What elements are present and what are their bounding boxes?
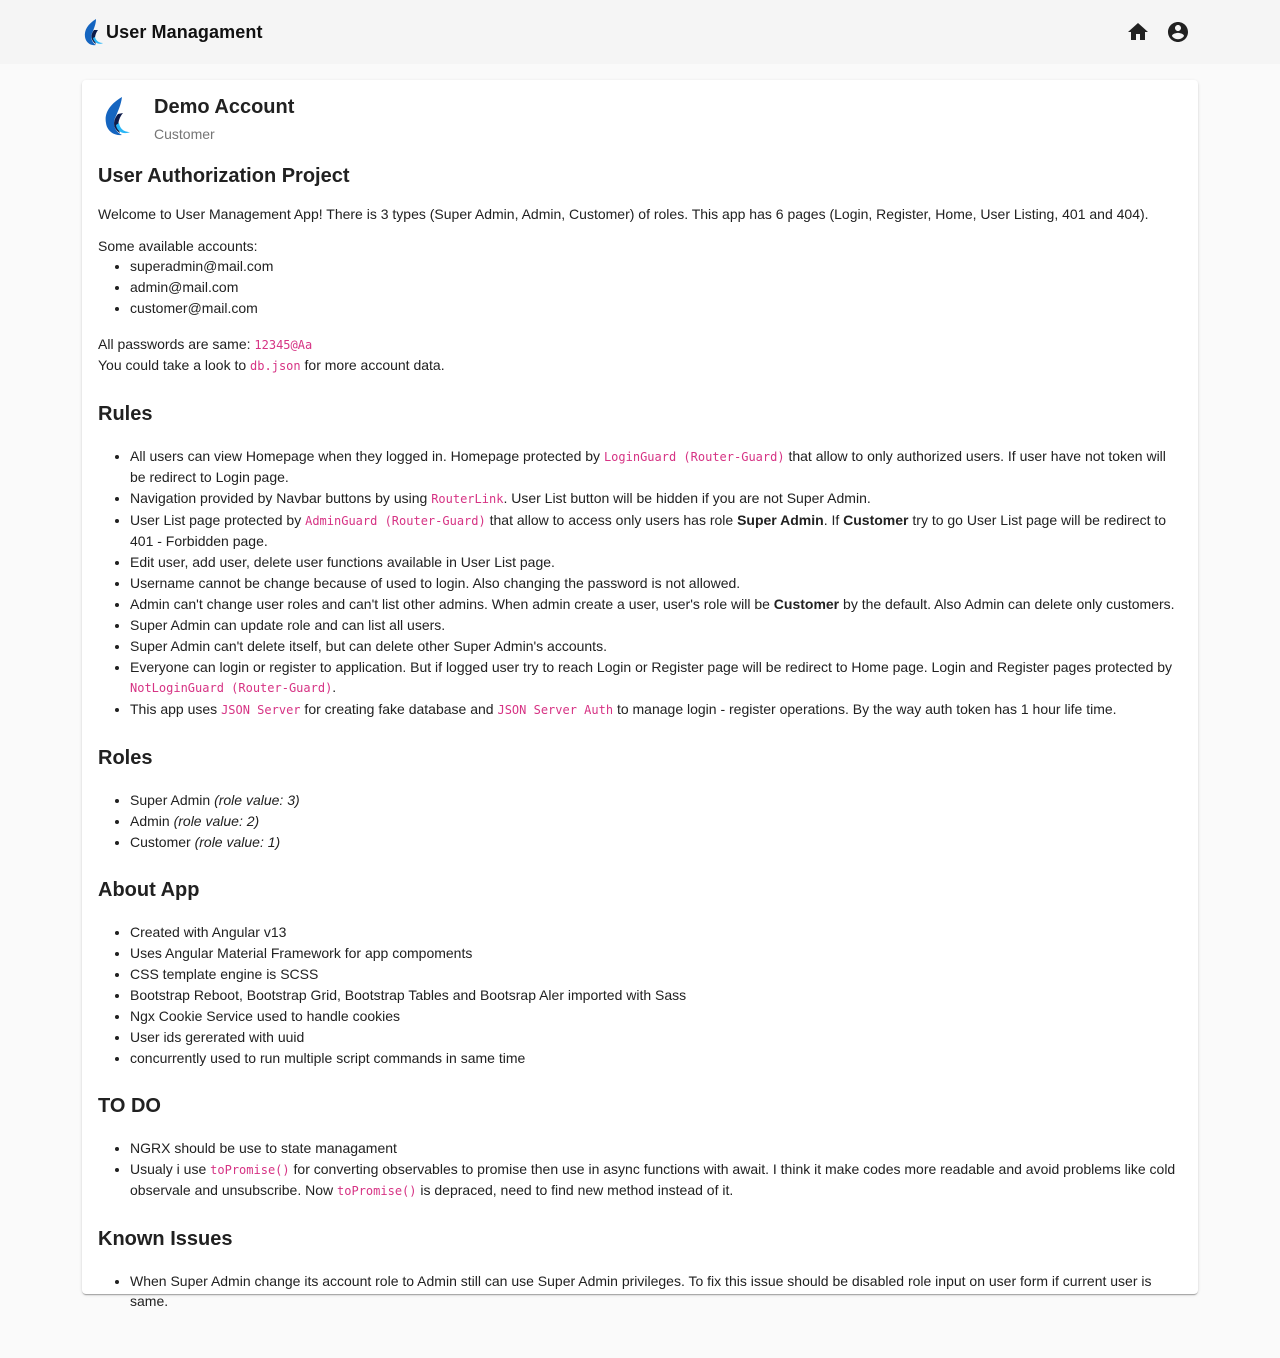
db-json-code: db.json: [250, 359, 301, 373]
roles-list: [98, 790, 1182, 852]
list-item: • This app uses JSON Server for creating fake database and JSON Server Auth to manage login - register operations. By the way auth token has 1 hour life time.: [130, 699, 1182, 720]
list-item: • User ids gererated with uuid: [130, 1027, 1182, 1047]
list-item: • superadmin@mail.com: [130, 256, 1182, 276]
app-logo-icon: [82, 18, 104, 46]
json-server-auth-code: JSON Server Auth: [497, 703, 614, 717]
issues-list: [98, 1271, 1182, 1311]
list-item: • admin@mail.com: [130, 277, 1182, 297]
list-item: • NGRX should be use to state managament: [130, 1138, 1182, 1158]
lookup-line: [98, 355, 1182, 376]
accounts-label: Some available accounts:: [98, 238, 258, 254]
list-item: • Edit user, add user, delete user functions available in User List page.: [130, 552, 1182, 572]
not-login-guard-code: NotLoginGuard (Router-Guard): [130, 681, 333, 695]
list-item: • When Super Admin change its account role to Admin still can use Super Admin privileges. To fix this issue should be disabled role input on user form if current user is same.: [130, 1271, 1182, 1311]
rules-list: [98, 446, 1182, 720]
list-item: • Admin (role value: 2): [130, 811, 1182, 831]
lookup-pre: You could take a look to: [98, 357, 251, 373]
profile-role: Customer: [154, 126, 215, 142]
list-item: • Username cannot be change because of used to login. Also changing the password is not allowed.: [130, 573, 1182, 593]
todo-list: [98, 1138, 1182, 1201]
profile-card: [82, 80, 1198, 1309]
list-item: • customer@mail.com: [130, 298, 1182, 318]
json-server-code: JSON Server: [221, 703, 301, 717]
about-list: [98, 922, 1182, 1068]
card-header: [98, 96, 1182, 156]
avatar: [98, 96, 138, 136]
list-item: • Customer (role value: 1): [130, 832, 1182, 852]
section-title-intro: User Authorization Project: [98, 165, 350, 187]
list-item: • Created with Angular v13: [130, 922, 1182, 942]
home-icon: [1126, 20, 1150, 44]
list-item: • Everyone can login or register to application. But if logged user try to reach Login or Register page will be redirect to Home page. Login and Register pages protected by NotLoginGuard (Router-Guard).: [130, 657, 1182, 698]
account-button[interactable]: [1166, 20, 1190, 44]
profile-name: Demo Account: [154, 96, 295, 118]
top-toolbar: [0, 0, 1280, 64]
section-title-roles: Roles: [98, 747, 153, 769]
list-item: • Ngx Cookie Service used to handle cookies: [130, 1006, 1182, 1026]
login-guard-code: LoginGuard (Router-Guard): [603, 450, 785, 464]
list-item: • Super Admin can't delete itself, but can delete other Super Admin's accounts.: [130, 636, 1182, 656]
card-content: [98, 160, 1182, 1311]
list-item: • concurrently used to run multiple script commands in same time: [130, 1048, 1182, 1068]
home-button[interactable]: [1126, 20, 1150, 44]
to-promise-code: toPromise(): [210, 1163, 290, 1177]
section-title-issues: Known Issues: [98, 1228, 233, 1250]
list-item: • Uses Angular Material Framework for app compoments: [130, 943, 1182, 963]
router-link-code: RouterLink: [431, 492, 504, 506]
list-item: • Super Admin (role value: 3): [130, 790, 1182, 810]
admin-guard-code: AdminGuard (Router-Guard): [305, 514, 486, 528]
list-item: • Super Admin can update role and can list all users.: [130, 615, 1182, 635]
welcome-text: Welcome to User Management App! There is 3 types (Super Admin, Admin, Customer) of roles. This app has 6 pages (Login, Register, Home, User Listing, 401 and 404).: [98, 206, 1149, 222]
app-title: User Managament: [106, 21, 263, 42]
list-item: • Usualy i use toPromise() for converting observables to promise then use in async functions with await. I think it make codes more readable and avoid problems like cold observale and unsubscribe. Now toPromise() is depraced, need to find new method instead of it.: [130, 1159, 1182, 1201]
password-line: [98, 334, 1182, 355]
accounts-list: [98, 256, 1182, 318]
account-circle-icon: [1166, 20, 1190, 44]
list-item: • Bootstrap Reboot, Bootstrap Grid, Bootstrap Tables and Bootsrap Aler imported with Sass: [130, 985, 1182, 1005]
section-title-rules: Rules: [98, 403, 153, 425]
list-item: • User List page protected by AdminGuard (Router-Guard) that allow to access only users has role Super Admin. If Customer try to go User List page will be redirect to 401 - Forbidden page.: [130, 510, 1182, 551]
list-item: • Admin can't change user roles and can't list other admins. When admin create a user, user's role will be Customer by the default. Also Admin can delete only customers.: [130, 594, 1182, 614]
to-promise-code: toPromise(): [337, 1184, 417, 1198]
section-title-about: About App: [98, 879, 200, 901]
password-label: All passwords are same:: [98, 336, 255, 352]
brand[interactable]: [82, 18, 263, 46]
list-item: • Navigation provided by Navbar buttons by using RouterLink. User List button will be hidden if you are not Super Admin.: [130, 488, 1182, 509]
lookup-post: for more account data.: [300, 357, 445, 373]
list-item: • All users can view Homepage when they logged in. Homepage protected by LoginGuard (Router-Guard) that allow to only authorized users. If user have not token will be redirect to Login page.: [130, 446, 1182, 487]
list-item: • CSS template engine is SCSS: [130, 964, 1182, 984]
password-value: 12345@Aa: [254, 338, 313, 352]
section-title-todo: TO DO: [98, 1095, 161, 1117]
